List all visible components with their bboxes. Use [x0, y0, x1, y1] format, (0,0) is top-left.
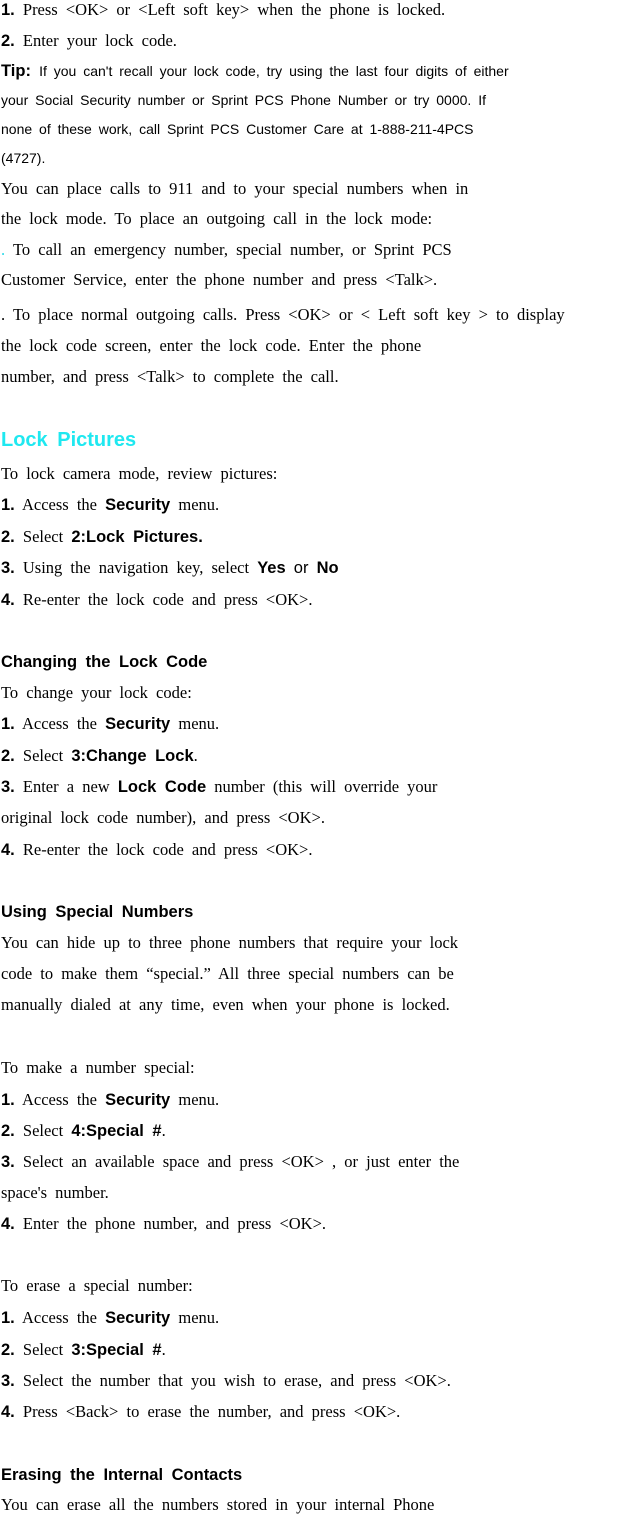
lock-pictures-step-4	[1, 590, 312, 610]
bullet-normal-calls	[1, 305, 565, 325]
bullet-normal-calls-cont-2: number, and press <Talk> to complete the call.	[1, 367, 339, 386]
tip-label: Tip:	[1, 62, 31, 80]
step-number: 1.	[1, 1091, 15, 1109]
step-number: 4.	[1, 591, 15, 609]
step-number: 1.	[1, 1, 15, 19]
heading-changing-lock-code: Changing the Lock Code	[1, 653, 208, 671]
menu-option: 4:Special #	[71, 1122, 162, 1140]
menu-name: Security	[105, 1091, 171, 1109]
menu-option: 3:Special #	[71, 1341, 162, 1359]
step-text: Select	[22, 746, 64, 765]
make-special-step-3	[1, 1152, 459, 1172]
step-text: .	[193, 746, 198, 765]
step-number: 2.	[1, 1122, 15, 1140]
step-number: 3.	[1, 559, 15, 577]
menu-option: 3:Change Lock	[71, 747, 194, 765]
step-text: Select	[22, 1340, 64, 1359]
change-lock-step-3-cont: original lock code number), and press <OK>.	[1, 808, 325, 827]
make-special-step-1	[1, 1090, 219, 1110]
step-text: menu.	[178, 714, 220, 733]
step-text: Re-enter the lock code and press <OK>.	[22, 840, 313, 859]
bullet-mark: .	[1, 305, 6, 324]
step-text: Using the navigation key, select	[22, 558, 250, 577]
step-text: Select the number that you wish to erase, and press <OK>.	[22, 1371, 451, 1390]
special-para-2: code to make them “special.” All three special numbers can be	[1, 964, 454, 983]
bullet-emergency	[1, 240, 452, 260]
change-lock-step-4	[1, 840, 312, 860]
step-text: Select an available space and press <OK> , or just enter the	[22, 1152, 460, 1171]
step-number: 2.	[1, 747, 15, 765]
menu-option: 2:Lock Pictures.	[71, 528, 203, 546]
lock-pictures-step-2	[1, 527, 203, 547]
special-para-3: manually dialed at any time, even when your phone is locked.	[1, 995, 450, 1014]
step-text: Access the	[21, 1308, 97, 1327]
step-number: 3.	[1, 1372, 15, 1390]
change-lock-step-2	[1, 746, 198, 766]
step-number: 1.	[1, 496, 15, 514]
step-text: or	[293, 559, 309, 577]
step-text: Enter the phone number, and press <OK>.	[22, 1214, 327, 1233]
step-text: menu.	[178, 1090, 220, 1109]
tip-line-1	[1, 61, 509, 81]
bullet-normal-calls-cont-1: the lock code screen, enter the lock code. Enter the phone	[1, 336, 422, 355]
bullet-text: To call an emergency number, special number, or Sprint PCS	[12, 240, 452, 259]
make-special-step-2	[1, 1121, 166, 1141]
menu-name: Security	[105, 715, 171, 733]
step-text: Access the	[21, 495, 97, 514]
step-text: Re-enter the lock code and press <OK>.	[22, 590, 313, 609]
step-number: 2.	[1, 1341, 15, 1359]
special-para-1: You can hide up to three phone numbers that require your lock	[1, 933, 459, 952]
change-lock-step-3	[1, 777, 437, 797]
step-text: Select	[22, 527, 64, 546]
heading-erase-contacts: Erasing the Internal Contacts	[1, 1466, 243, 1484]
step-text: menu.	[178, 495, 220, 514]
step-text: Enter your lock code.	[22, 31, 177, 50]
step-number: 1.	[1, 1309, 15, 1327]
step-text: menu.	[178, 1308, 220, 1327]
change-lock-step-1	[1, 714, 219, 734]
step-text: number (this will override your	[214, 777, 438, 796]
step-number: 2.	[1, 32, 15, 50]
step-number: 3.	[1, 778, 15, 796]
heading-lock-pictures: Lock Pictures	[1, 429, 137, 451]
field-name: Lock Code	[117, 778, 207, 796]
lock-pictures-step-1	[1, 495, 219, 515]
heading-special-numbers: Using Special Numbers	[1, 903, 194, 921]
option-yes: Yes	[257, 559, 286, 577]
step-text: Enter a new	[22, 777, 110, 796]
erase-special-step-4	[1, 1402, 400, 1422]
step-number: 1.	[1, 715, 15, 733]
step-text: Access the	[21, 1090, 97, 1109]
bullet-mark: .	[1, 240, 6, 259]
unlock-step-1	[1, 0, 445, 20]
step-number: 4.	[1, 1403, 15, 1421]
erase-special-intro: To erase a special number:	[1, 1276, 193, 1295]
lock-mode-intro-1: You can place calls to 911 and to your special numbers when in	[1, 179, 469, 198]
step-number: 4.	[1, 841, 15, 859]
bullet-emergency-cont: Customer Service, enter the phone number and press <Talk>.	[1, 270, 438, 289]
lock-pictures-step-3	[1, 558, 339, 578]
make-special-step-4	[1, 1214, 326, 1234]
step-text: .	[161, 1340, 166, 1359]
make-special-intro: To make a number special:	[1, 1058, 195, 1077]
erase-special-step-1	[1, 1308, 219, 1328]
erase-contacts-para: You can erase all the numbers stored in your internal Phone	[1, 1495, 435, 1514]
bullet-text: To place normal outgoing calls. Press <OK> or < Left soft key > to display	[12, 305, 565, 324]
erase-special-step-3	[1, 1371, 451, 1391]
tip-line-3: none of these work, call Sprint PCS Customer Care at 1-888-211-4PCS	[1, 121, 474, 137]
step-text: Select	[22, 1121, 64, 1140]
menu-name: Security	[105, 1309, 171, 1327]
step-number: 2.	[1, 528, 15, 546]
change-lock-intro: To change your lock code:	[1, 683, 192, 702]
step-text: Press <OK> or <Left soft key> when the phone is locked.	[22, 0, 446, 19]
erase-special-step-2	[1, 1340, 166, 1360]
step-text: .	[161, 1121, 166, 1140]
step-text: Access the	[21, 714, 97, 733]
unlock-step-2	[1, 31, 177, 51]
option-no: No	[316, 559, 339, 577]
tip-line-2: your Social Security number or Sprint PCS Phone Number or try 0000. If	[1, 92, 486, 108]
step-number: 3.	[1, 1153, 15, 1171]
step-text: Press <Back> to erase the number, and press <OK>.	[22, 1402, 401, 1421]
lock-pictures-intro: To lock camera mode, review pictures:	[1, 464, 278, 483]
tip-line-4: (4727).	[1, 150, 46, 166]
menu-name: Security	[105, 496, 171, 514]
make-special-step-3-cont: space's number.	[1, 1183, 109, 1202]
tip-text: If you can't recall your lock code, try using the last four digits of either	[39, 63, 509, 79]
step-number: 4.	[1, 1215, 15, 1233]
lock-mode-intro-2: the lock mode. To place an outgoing call in the lock mode:	[1, 209, 433, 228]
